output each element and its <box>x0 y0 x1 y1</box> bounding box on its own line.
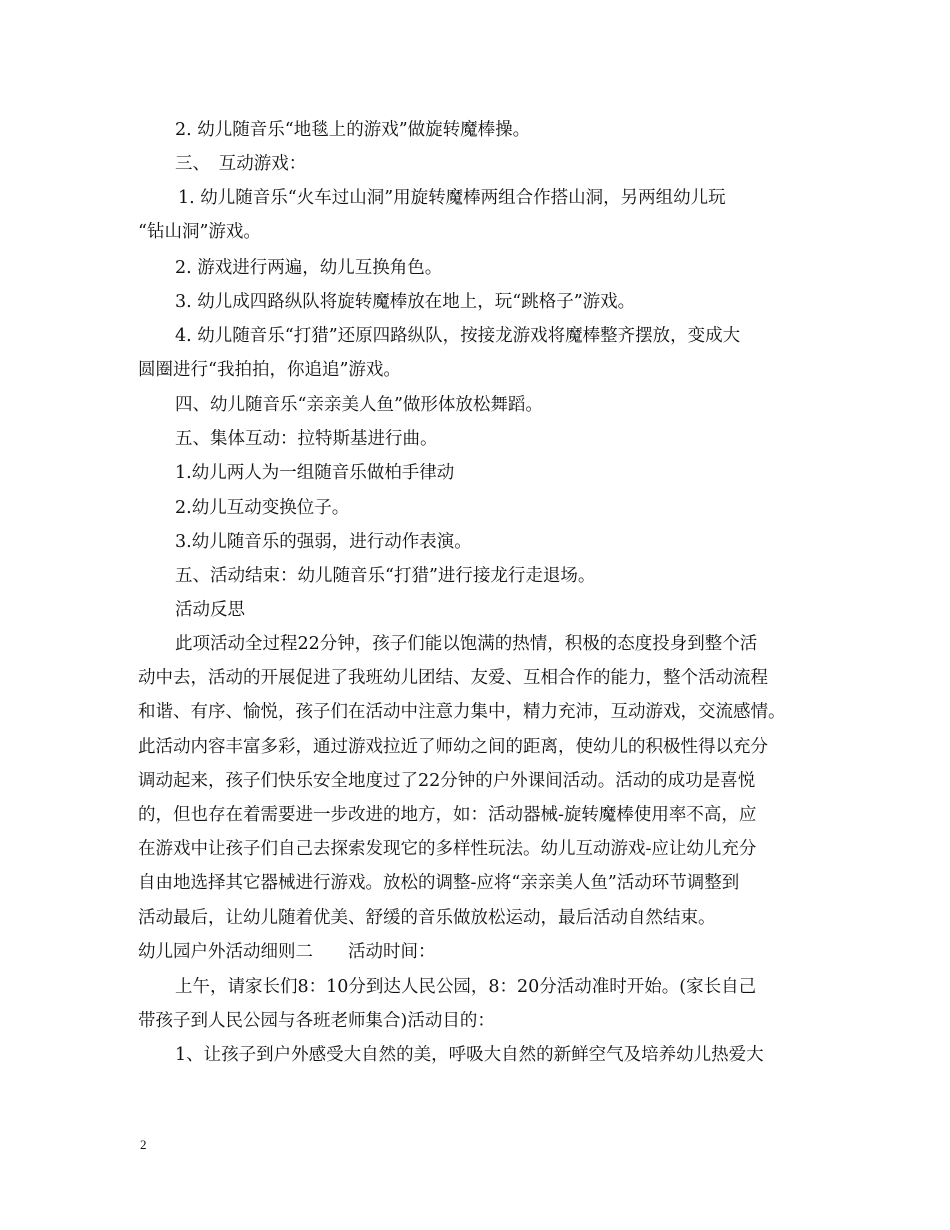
text-line: 1. 幼儿随音乐“火车过山洞”用旋转魔棒两组合作搭山洞，另两组幼儿玩 <box>178 188 726 208</box>
text-line: 在游戏中让孩子们自己去探索发现它的多样性玩法。幼儿互动游戏-应让幼儿充分 <box>138 839 757 859</box>
text-line: 1、让孩子到户外感受大自然的美，呼吸大自然的新鲜空气及培养幼儿热爱大 <box>175 1045 764 1065</box>
text-line: 1.幼儿两人为一组随音乐做柏手律动 <box>175 463 455 483</box>
text-line: 调动起来，孩子们快乐安全地度过了22分钟的户外课间活动。活动的成功是喜悦 <box>138 771 756 791</box>
text-line: 动中去，活动的开展促进了我班幼儿团结、友爱、互相合作的能力，整个活动流程 <box>138 668 768 688</box>
text-line: 2. 游戏进行两遍，幼儿互换角色。 <box>175 258 443 278</box>
text-line: 圆圈进行“我拍拍，你追追”游戏。 <box>138 360 401 380</box>
text-line: 上午，请家长们8：10分到达人民公园，8：20分活动准时开始。(家长自己 <box>175 977 757 997</box>
text-line: 活动最后，让幼儿随着优美、舒缓的音乐做放松运动，最后活动自然结束。 <box>138 908 716 928</box>
text-line: 的，但也存在着需要进一步改进的地方，如：活动器械-旋转魔棒使用率不高，应 <box>138 805 757 825</box>
text-line: 四、幼儿随音乐“亲亲美人鱼”做形体放松舞蹈。 <box>175 395 543 415</box>
text-line: 带孩子到人民公园与各班老师集合)活动目的： <box>138 1011 495 1031</box>
section-heading: 活动反思 <box>175 600 245 620</box>
text-line: 3. 幼儿成四路纵队将旋转魔棒放在地上，玩“跳格子”游戏。 <box>175 292 636 312</box>
text-line: “钻山洞”游戏。 <box>138 222 261 242</box>
text-line: 4. 幼儿随音乐“打猎”还原四路纵队，按接龙游戏将魔棒整齐摆放，变成大 <box>175 326 741 346</box>
text-line: 此活动内容丰富多彩，通过游戏拉近了师幼之间的距离，使幼儿的积极性得以充分 <box>138 737 768 757</box>
page-number: 2 <box>140 1137 147 1152</box>
text-line: 此项活动全过程22分钟，孩子们能以饱满的热情，积极的态度投身到整个活 <box>175 634 758 654</box>
text-line: 五、集体互动：拉特斯基进行曲。 <box>175 429 438 449</box>
text-line: 和谐、有序、愉悦，孩子们在活动中注意力集中，精力充沛，互动游戏，交流感情。 <box>138 702 786 722</box>
text-line: 三、 互动游戏： <box>175 154 307 174</box>
text-line: 3.幼儿随音乐的强弱，进行动作表演。 <box>175 532 472 552</box>
text-line: 五、活动结束：幼儿随音乐“打猎”进行接龙行走退场。 <box>175 566 596 586</box>
text-line: 2. 幼儿随音乐“地毯上的游戏”做旋转魔棒操。 <box>175 120 531 140</box>
text-line: 2.幼儿互动变换位子。 <box>175 498 350 518</box>
text-line: 自由地选择其它器械进行游戏。放松的调整-应将“亲亲美人鱼”活动环节调整到 <box>138 873 740 893</box>
section-heading: 幼儿园户外活动细则二 活动时间： <box>138 942 436 962</box>
